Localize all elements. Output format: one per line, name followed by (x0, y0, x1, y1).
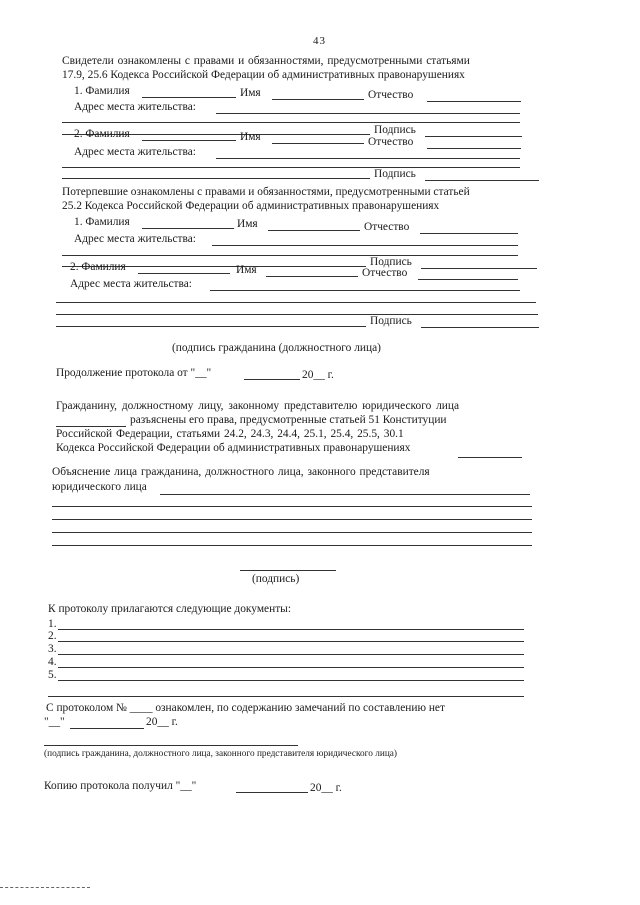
signature-caption: (подпись) (252, 573, 300, 585)
witnesses-intro-line-1: Свидетели ознакомлены с правами и обязанностями, предусмотренными статьями (62, 55, 470, 67)
witness-1-signature-field[interactable] (425, 136, 522, 137)
victim-1-address-label: Адрес места жительства: (74, 233, 196, 245)
rights-line-1: Гражданину, должностному лицу, законному представителю юридического лица (56, 400, 460, 412)
continuation-year: 20__ г. (302, 369, 334, 381)
victim-2-address-line-3[interactable] (56, 314, 538, 315)
witness-2-name-field[interactable] (272, 143, 364, 144)
witness-1-patronymic-field[interactable] (427, 101, 521, 102)
witness-1-address-line-2[interactable] (62, 122, 520, 123)
witness-1-name-label: Имя (240, 87, 261, 99)
attachment-item-3: 3. (48, 643, 57, 655)
copy-year: 20__ г. (310, 782, 342, 794)
victim-2-address-line-2[interactable] (56, 302, 536, 303)
rights-line-3: Российской Федерации, статьями 24.2, 24.3, 24.4, 25.1, 25.4, 25.5, 30.1 (56, 428, 404, 440)
acquaint-line-1: С протоколом № ____ ознакомлен, по содержанию замечаний по составлению нет (46, 702, 445, 714)
victim-2-patronymic-label: Отчество (362, 267, 408, 279)
victim-2-address-label: Адрес места жительства: (70, 278, 192, 290)
rights-line-2: разъяснены его права, предусмотренные статьей 51 Конституции (130, 414, 447, 426)
attachment-item-5-field[interactable] (58, 680, 524, 681)
victim-1-surname-field[interactable] (142, 228, 234, 229)
attachment-item-2: 2. (48, 630, 57, 642)
page-number: 43 (313, 35, 326, 47)
continuation-prefix: Продолжение протокола от "__" (56, 367, 212, 379)
victim-1-patronymic-label: Отчество (364, 221, 410, 233)
explanation-line-b[interactable] (52, 519, 532, 520)
victim-1-signature-label: Подпись (370, 256, 412, 268)
explanation-line-d[interactable] (52, 545, 532, 546)
victim-2-surname-label: 2. Фамилия (70, 261, 126, 273)
bottom-left-marks (0, 887, 90, 888)
witness-2-address-line-2[interactable] (62, 167, 520, 168)
victim-2-surname-field[interactable] (138, 273, 230, 274)
explanation-line-2: юридического лица (52, 481, 147, 493)
witness-2-address-line-3[interactable] (62, 178, 370, 179)
witness-1-address-label: Адрес места жительства: (74, 101, 196, 113)
acquaint-caption: (подпись гражданина, должностного лица, законного представителя юридического лица) (44, 749, 398, 759)
citizen-signature-caption: (подпись гражданина (должностного лица) (172, 342, 381, 354)
rights-line-4: Кодекса Российской Федерации об административных правонарушениях (56, 442, 411, 454)
rights-person-field[interactable] (56, 426, 126, 427)
witnesses-intro-line-2: 17.9, 25.6 Кодекса Российской Федерации об административных правонарушениях (62, 69, 465, 81)
attachment-item-3-field[interactable] (58, 654, 524, 655)
attachment-item-2-field[interactable] (58, 641, 524, 642)
acquaint-signature-field[interactable] (44, 745, 298, 746)
explanation-field[interactable] (160, 494, 530, 495)
witness-1-surname-label: 1. Фамилия (74, 85, 130, 97)
witness-2-name-label: Имя (240, 131, 261, 143)
victim-2-address-line-4[interactable] (56, 326, 366, 327)
victim-2-name-label: Имя (236, 264, 257, 276)
attachments-heading: К протоколу прилагаются следующие документы: (48, 603, 291, 615)
attachment-item-4: 4. (48, 656, 57, 668)
acquaint-date-month-field[interactable] (70, 728, 144, 729)
witness-1-patronymic-label: Отчество (368, 89, 414, 101)
acquaint-date-year: 20__ г. (146, 716, 178, 728)
attachment-item-4-field[interactable] (58, 667, 524, 668)
copy-prefix: Копию протокола получил "__" (44, 780, 197, 792)
witness-2-surname-field[interactable] (142, 140, 236, 141)
victim-2-signature-label: Подпись (370, 315, 412, 327)
witness-1-surname-field[interactable] (142, 97, 236, 98)
witness-2-address-label: Адрес места жительства: (74, 146, 196, 158)
witness-2-signature-field[interactable] (425, 180, 539, 181)
witness-2-address-field[interactable] (216, 158, 520, 159)
victims-intro-line-2: 25.2 Кодекса Российской Федерации об административных правонарушениях (62, 200, 440, 212)
attachment-extra-line[interactable] (48, 696, 524, 697)
explanation-line-c[interactable] (52, 532, 532, 533)
explanation-signature-field[interactable] (240, 570, 336, 571)
victims-intro-line-1: Потерпевшие ознакомлены с правами и обязанностями, предусмотренными статьей (62, 186, 470, 198)
victim-1-name-label: Имя (237, 218, 258, 230)
acquaint-date-prefix: "__" (44, 716, 65, 728)
witness-2-signature-label: Подпись (374, 168, 416, 180)
continuation-month-field[interactable] (244, 379, 300, 380)
witness-1-address-field[interactable] (216, 113, 520, 114)
victim-1-address-line-2[interactable] (62, 255, 518, 256)
victim-1-address-field[interactable] (212, 245, 518, 246)
witness-1-signature-label: Подпись (374, 124, 416, 136)
victim-2-signature-field[interactable] (421, 327, 539, 328)
victim-1-signature-field[interactable] (421, 268, 537, 269)
victim-1-name-field[interactable] (268, 230, 360, 231)
witness-2-surname-label: 2. Фамилия (74, 128, 130, 140)
victim-2-name-field[interactable] (266, 276, 358, 277)
witness-2-patronymic-field[interactable] (427, 148, 521, 149)
attachment-item-5: 5. (48, 669, 57, 681)
victim-2-patronymic-field[interactable] (418, 279, 518, 280)
explanation-line-a[interactable] (52, 506, 532, 507)
victim-1-patronymic-field[interactable] (420, 233, 518, 234)
explanation-line-1: Объяснение лица гражданина, должностного лица, законного представителя (52, 466, 430, 478)
witness-1-name-field[interactable] (272, 99, 364, 100)
copy-month-field[interactable] (236, 792, 308, 793)
witness-2-patronymic-label: Отчество (368, 136, 414, 148)
victim-2-address-field[interactable] (210, 290, 520, 291)
victim-1-surname-label: 1. Фамилия (74, 216, 130, 228)
attachment-item-1-field[interactable] (58, 629, 524, 630)
attachment-item-1: 1. (48, 618, 57, 630)
rights-signature-field[interactable] (458, 457, 522, 458)
